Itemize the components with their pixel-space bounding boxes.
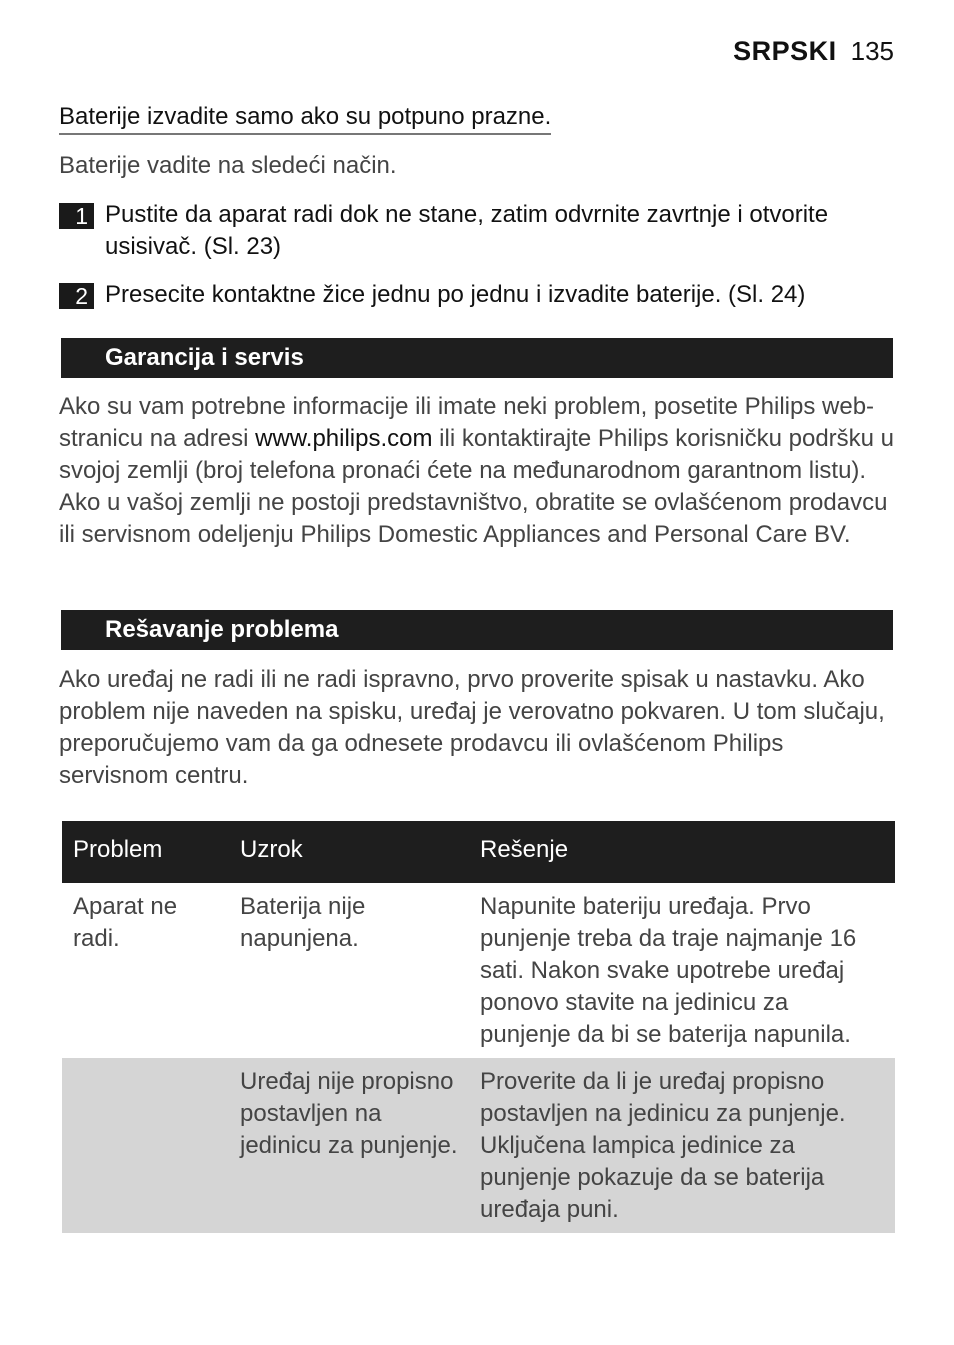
step-text: Presecite kontaktne žice jednu po jednu i izvadite baterije. (Sl. 24) [105, 281, 806, 308]
column-header-problem: Problem [62, 821, 229, 883]
step-1 [59, 199, 889, 263]
cell-solution: Napunite bateriju uređaja. Prvo punjenje treba da traje najmanje 16 sati. Nakon svake upotrebe uređaj ponovo stavite na jedinicu za punjenje da bi se baterija napunila. [480, 893, 857, 1048]
cell-cause: Baterija nije napunjena. [240, 893, 366, 952]
table-row [62, 1058, 895, 1233]
battery-intro: Baterije vadite na sledeći način. [59, 152, 397, 179]
column-header-cause: Uzrok [229, 821, 469, 883]
philips-website-link[interactable]: www.philips.com [255, 425, 433, 452]
troubleshooting-paragraph: Ako uređaj ne radi ili ne radi ispravno, prvo proverite spisak u nastavku. Ako problem nije naveden na spisku, uređaj je verovatno pokvaren. U tom slučaju, preporučujemo vam da ga odnesete prodavcu ili ovlašćenom Philips servisnom centru. [59, 666, 885, 789]
battery-warning: Baterije izvadite samo ako su potpuno prazne. [59, 103, 551, 135]
step-2 [59, 279, 889, 311]
column-header-solution: Rešenje [469, 821, 895, 883]
warranty-text-end: ili kontaktirajte Philips korisničku podršku u svojoj zemlji (broj telefona pronaći ćete na međunarodnom garantnom listu). Ako u vašoj zemlji ne postoji predstavništvo, obratite se ovlašćenom prodavcu ili servisnom odeljenju Philips Domestic Appliances and Personal Care BV. [59, 425, 895, 548]
warranty-paragraph [59, 391, 899, 551]
step-number-badge: 2 [59, 283, 94, 309]
language-label: SRPSKI [733, 36, 837, 66]
section-title: Rešavanje problema [105, 616, 339, 643]
page-number: 135 [850, 36, 894, 66]
section-heading-troubleshooting [61, 610, 893, 650]
page-header [733, 36, 894, 67]
section-heading-warranty [61, 338, 893, 378]
section-title: Garancija i servis [105, 344, 304, 371]
cell-cause: Uređaj nije propisno postavljen na jedinicu za punjenje. [229, 1058, 469, 1233]
cell-problem: Aparat ne radi. [73, 893, 178, 952]
step-number-badge: 1 [59, 203, 94, 229]
table-header-row [62, 821, 895, 883]
warranty-text-start: Ako su vam potrebne informacije ili imate neki problem, posetite Philips web-stranicu na adresi [59, 393, 875, 452]
cell-solution: Proverite da li je uređaj propisno postavljen na jedinicu za punjenje. Uključena lampica jedinice za punjenje pokazuje da se baterija uređaja puni. [469, 1058, 895, 1233]
cell-problem [62, 1058, 229, 1233]
step-text: Pustite da aparat radi dok ne stane, zatim odvrnite zavrtnje i otvorite usisivač. (Sl. 23) [105, 201, 829, 260]
table-row [62, 883, 895, 1058]
troubleshooting-table [62, 821, 895, 1233]
